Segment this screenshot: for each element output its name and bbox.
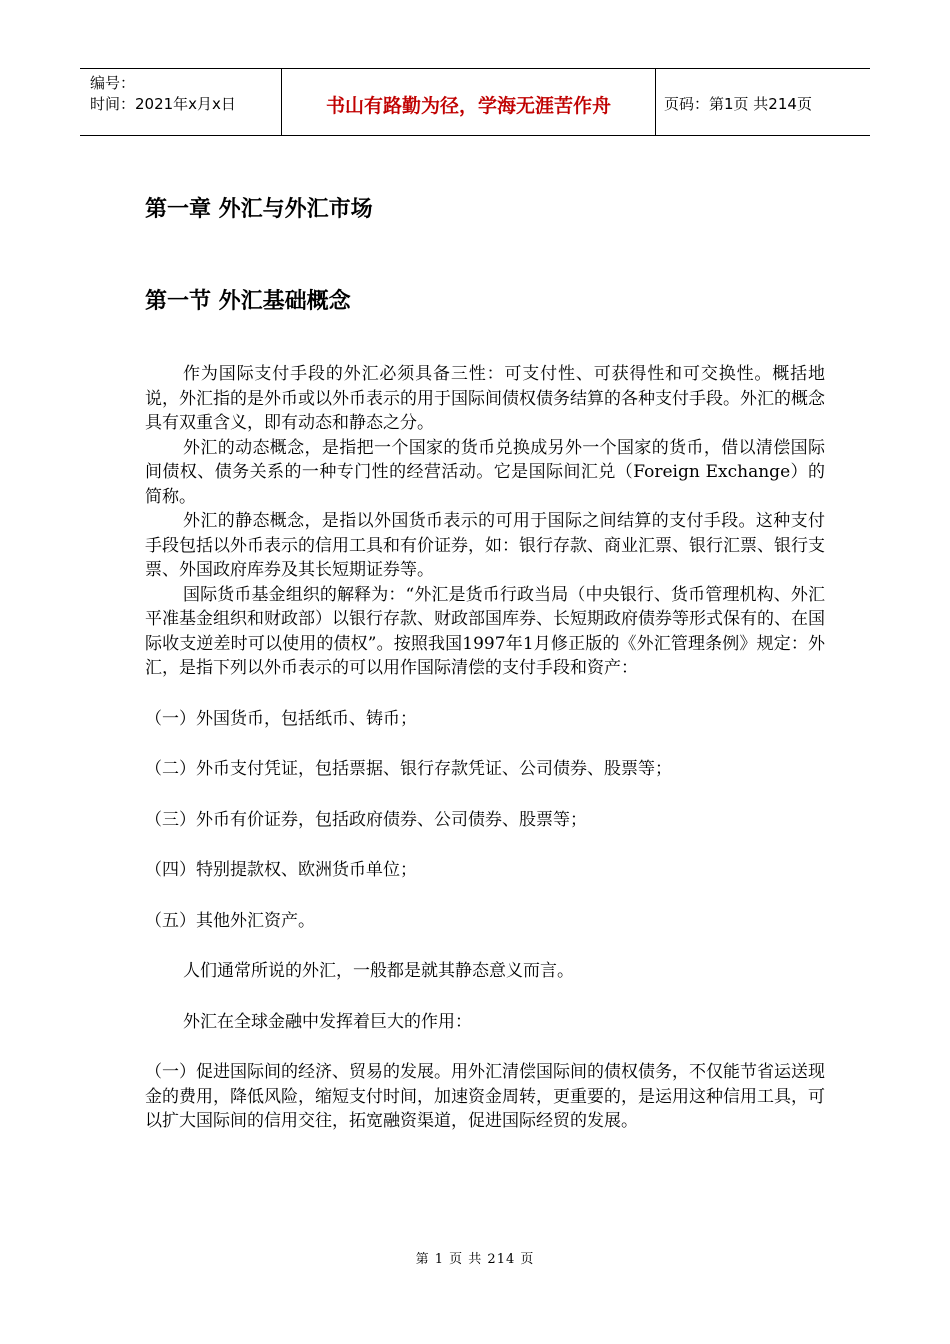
page-footer: 第 1 页 共 214 页	[415, 1252, 535, 1267]
list-item: （五）其他外汇资产。	[145, 910, 315, 931]
paragraph: 外汇在全球金融中发挥着巨大的作用：	[183, 1011, 472, 1032]
list-item: （一）外国货币，包括纸币、铸币；	[145, 708, 417, 729]
document-number-label: 编号：	[90, 74, 136, 92]
document-body	[145, 362, 825, 1134]
header-meta-cell	[80, 69, 282, 135]
list-item: （三）外币有价证券，包括政府债券、公司债券、股票等；	[145, 809, 587, 830]
list-item: （四）特别提款权、欧洲货币单位；	[145, 860, 417, 880]
paragraph: 人们通常所说的外汇，一般都是就其静态意义而言。	[183, 961, 574, 981]
header-motto: 书山有路勤为径，学海无涯苦作舟	[282, 69, 656, 135]
list-item: （二）外币支付凭证，包括票据、银行存款凭证、公司债券、股票等；	[145, 759, 672, 779]
header-table	[80, 68, 870, 136]
header-page-info: 页码：第1页 共214页	[664, 94, 812, 113]
list-item: （一）促进国际间的经济、贸易的发展。用外汇清偿国际间的债权债务，不仅能节省运送现金的费用，降低风险，缩短支付时间，加速资金周转，更重要的，是运用这种信用工具，可以扩大国际间的信用交往，拓宽融资渠道，促进国际经贸的发展。	[145, 1062, 825, 1131]
chapter-title: 第一章 外汇与外汇市场	[145, 197, 373, 222]
section-title: 第一节 外汇基础概念	[145, 289, 351, 314]
paragraph: 国际货币基金组织的解释为：“外汇是货币行政当局（中央银行、货币管理机构、外汇平准基金组织和财政部）以银行存款、财政部国库券、长短期政府债券等形式保有的、在国际收支逆差时可以使用的债权”。按照我国1997年1月修正版的《外汇管理条例》规定：外汇，是指下列以外币表示的可以用作国际清偿的支付手段和资产：	[145, 584, 825, 678]
paragraph: 作为国际支付手段的外汇必须具备三性：可支付性、可获得性和可交换性。概括地说，外汇指的是外币或以外币表示的用于国际间债权债务结算的各种支付手段。外汇的概念具有双重含义，即有动态和静态之分。	[145, 364, 825, 433]
paragraph: 外汇的静态概念，是指以外国货币表示的可用于国际之间结算的支付手段。这种支付手段包括以外币表示的信用工具和有价证券，如：银行存款、商业汇票、银行汇票、银行支票、外国政府库券及其长短期证券等。	[145, 511, 825, 580]
document-time-label: 时间：2021年x月x日	[90, 95, 236, 113]
paragraph: 外汇的动态概念，是指把一个国家的货币兑换成另外一个国家的货币，借以清偿国际间债权、债务关系的一种专门性的经营活动。它是国际间汇兑（Foreign Exchange）的简称。	[145, 437, 825, 507]
